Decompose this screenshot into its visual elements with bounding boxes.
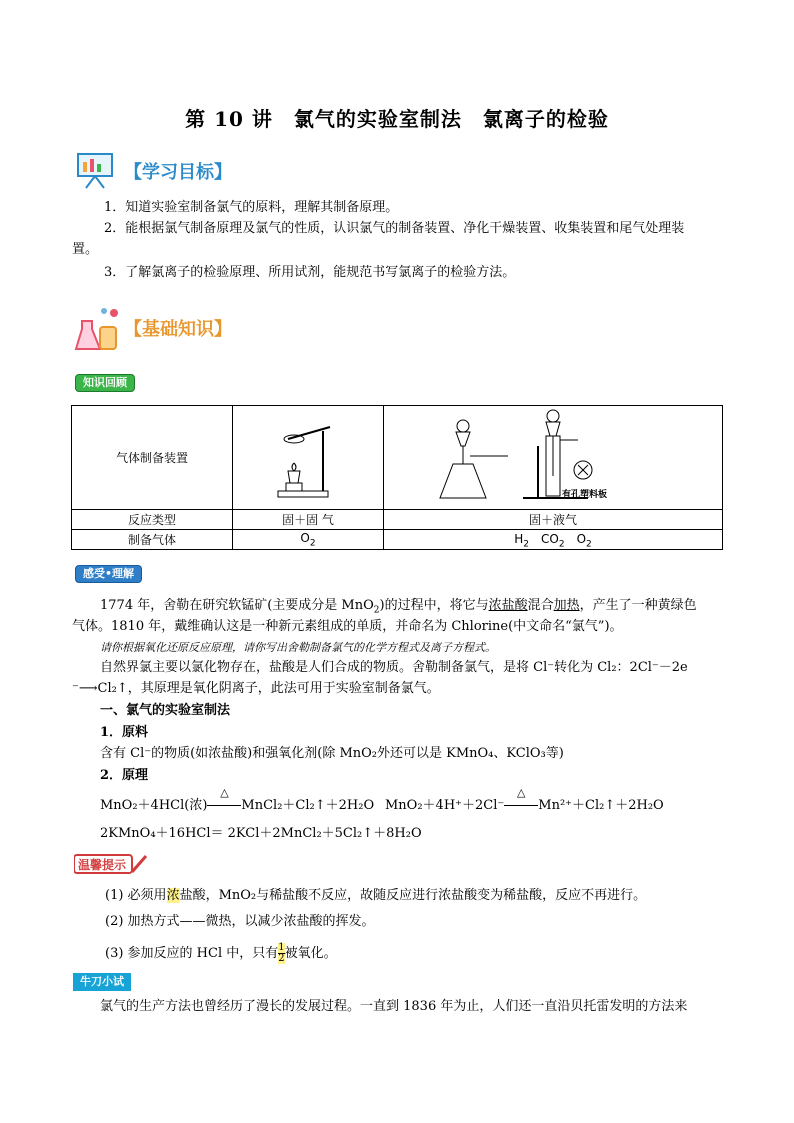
warm-tips-label: 温馨提示: [78, 858, 127, 872]
eq1-reactants: MnO₂＋4HCl(浓): [100, 798, 208, 813]
subheading-materials: 1．原料: [100, 725, 149, 740]
lab-flask-icon: [74, 307, 122, 355]
objectives-label: 【学习目标】: [124, 162, 232, 183]
tip-2: (2) 加热方式——微热，以减少浓盐酸的挥发。: [105, 914, 375, 929]
heat-arrow: [207, 786, 241, 815]
tip-3: [105, 943, 337, 964]
practice-paragraph: 氯气的生产方法也曾经历了漫长的发展过程。一直到 1836 年为止，人们还一直沿贝托雷发明的方法来: [100, 999, 688, 1014]
tip-3-a: (3) 参加反应的 HCl 中，只有: [105, 946, 279, 961]
p1-text-f: ，产生了一种黄绿色: [579, 598, 697, 613]
eq2-reactants: MnO₂＋4H⁺＋2Cl⁻: [385, 798, 505, 813]
materials-text: 含有 Cl⁻的物质(如浓盐酸)和强氧化剂(除 MnO₂外还可以是 KMnO₄、KClO₃等): [100, 746, 564, 761]
objective-3: 3．了解氯离子的检验原理、所用试剂，能规范书写氯离子的检验方法。: [104, 265, 516, 280]
prepared-gas-label: 制备气体: [72, 530, 233, 550]
equation-1: [100, 786, 375, 815]
prepared-gas-list: $H_2$ $CO_2$ $O_2$: [384, 530, 723, 550]
tip-1-highlight: 浓: [166, 888, 180, 903]
table-row-label: 气体制备装置: [72, 406, 233, 510]
reaction-type-solid-liquid: 固＋液气: [384, 510, 723, 530]
subheading-principle: 2．原理: [100, 768, 149, 783]
apparatus-caption: 有孔塑料板: [562, 490, 608, 500]
equation-3: 2KMnO₄＋16HCl＝ 2KCl＋2MnCl₂＋5Cl₂↑＋8H₂O: [100, 826, 422, 841]
prepared-gas-o2: $O_2$: [233, 530, 384, 550]
objective-2: 2．能根据氯气制备原理及氯气的性质，认识氯气的制备装置、净化干燥装置、收集装置和尾气处理装: [104, 221, 685, 236]
p1-text-d: 混合: [527, 598, 554, 613]
presentation-board-icon: [74, 150, 118, 190]
reaction-type-label: 反应类型: [72, 510, 233, 530]
objective-1: 1．知道实验室制备氯气的原料，理解其制备原理。: [104, 200, 399, 215]
p1-concentrated-hcl: 浓盐酸: [488, 598, 528, 613]
delta-symbol: △: [220, 786, 229, 799]
perceive-understand-tag: 感受•理解: [75, 565, 142, 583]
fraction-numerator: 1: [278, 942, 285, 953]
heat-arrow-2: [504, 786, 538, 815]
page-title: 第 10 讲 氯气的实验室制法 氯离子的检验: [185, 107, 609, 131]
equation-2: [385, 786, 664, 815]
p1-text-a: 1774 年，舍勒在研究软锰矿(主要成分是 MnO: [100, 598, 374, 613]
solid-solid-apparatus-diagram: [268, 411, 348, 501]
warm-tips-stamp: [74, 852, 148, 876]
reaction-type-solid-solid: 固＋固 气: [233, 510, 384, 530]
basics-header: [74, 307, 374, 351]
objectives-header: [74, 150, 374, 194]
fraction-denominator: 2: [278, 953, 285, 964]
history-paragraph-line-1: 1774 年，舍勒在研究软锰矿(主要成分是 MnO$_2$)的过程中，将它与浓盐酸混合加热，产生了一种黄绿色: [100, 598, 697, 616]
principle-paragraph-line-2: ⁻⟶Cl₂↑，其原理是氧化阴离子，此法可用于实验室制备氯气。: [72, 681, 440, 696]
solid-liquid-apparatus: [384, 406, 723, 510]
basics-label: 【基础知识】: [124, 319, 232, 340]
eq1-products: MnCl₂＋Cl₂↑＋2H₂O: [241, 798, 375, 813]
solid-heating-apparatus: [233, 406, 384, 510]
tip-1: [105, 887, 646, 905]
p1-text-b: )的过程中，将它与: [379, 598, 489, 613]
principle-paragraph-line-1: 自然界氯主要以氯化物存在，盐酸是人们合成的物质。舍勒制备氯气，是将 Cl⁻转化为 Cl₂：2Cl⁻－2e: [100, 660, 688, 675]
objective-2-cont: 置。: [72, 242, 99, 257]
gas-preparation-table: [71, 405, 723, 550]
section-heading-lab-prep: 一、氯气的实验室制法: [100, 703, 231, 718]
solid-liquid-apparatus-diagram: [438, 406, 668, 506]
eq2-products: Mn²⁺＋Cl₂↑＋2H₂O: [538, 798, 664, 813]
p1-heating: 加热: [553, 598, 580, 613]
history-paragraph-line-2: 气体。1810 年，戴维确认这是一种新元素组成的单质，并命名为 Chlorine(中文命名“氯气”)。: [72, 619, 623, 634]
tip-1-c: 盐酸，MnO₂与稀盐酸不反应，故随反应进行浓盐酸变为稀盐酸，反应不再进行。: [179, 888, 647, 903]
tip-1-a: (1) 必须用: [105, 888, 167, 903]
gas-o2-text: O: [300, 531, 310, 545]
tip-3-b: 被氧化。: [284, 946, 337, 961]
practice-tag: 牛刀小试: [73, 973, 131, 991]
exercise-note: 请你根据氧化还原反应原理，请你写出舍勒制备氯气的化学方程式及离子方程式。: [100, 641, 496, 654]
knowledge-review-tag: 知识回顾: [75, 374, 135, 392]
delta-symbol-2: △: [517, 786, 526, 799]
